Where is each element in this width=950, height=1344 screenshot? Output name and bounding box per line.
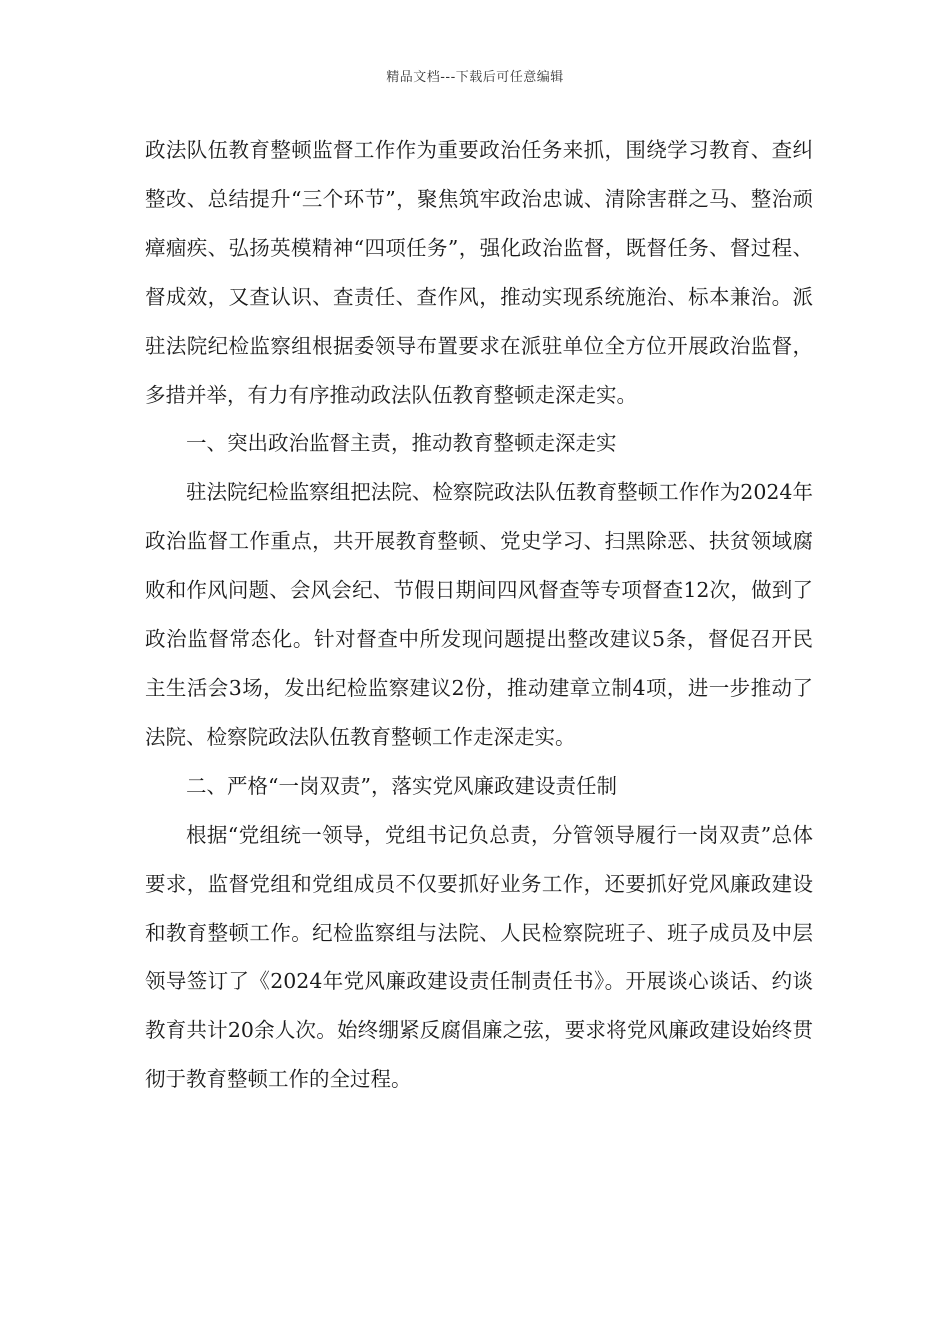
paragraph-intro: 政法队伍教育整顿监督工作作为重要政治任务来抓，围绕学习教育、查纠整改、总结提升“三个环节”，聚焦筑牢政治忠诚、清除害群之马、整治顽瘴痼疾、弘扬英模精神“四项任务”，强化政治监督，既督任务、督过程、督成效，又查认识、查责任、查作风，推动实现系统施治、标本兼治。派驻法院纪检监察组根据委领导布置要求在派驻单位全方位开展政治监督，多措并举，有力有序推动政法队伍教育整顿走深走实。 bbox=[145, 138, 813, 407]
paragraph-section-1: 驻法院纪检监察组把法院、检察院政法队伍教育整顿工作作为2024年政治监督工作重点，共开展教育整顿、党史学习、扫黑除恶、扶贫领域腐败和作风问题、会风会纪、节假日期间四风督查等专项督查12次，做到了政治监督常态化。针对督查中所发现问题提出整改建议5条，督促召开民主生活会3场，发出纪检监察建议2份，推动建章立制4项，进一步推动了法院、检察院政法队伍教育整顿工作走深走实。 bbox=[145, 480, 813, 749]
section-heading-2: 二、严格“一岗双责”，落实党风廉政建设责任制 bbox=[186, 773, 617, 798]
paragraph-section-2: 根据“党组统一领导，党组书记负总责，分管领导履行一岗双责”总体要求，监督党组和党组成员不仅要抓好业务工作，还要抓好党风廉政建设和教育整顿工作。纪检监察组与法院、人民检察院班子、班子成员及中层领导签订了《2024年党风廉政建设责任制责任书》。开展谈心谈话、约谈教育共计20余人次。始终绷紧反腐倡廉之弦，要求将党风廉政建设始终贯彻于教育整顿工作的全过程。 bbox=[145, 822, 813, 1092]
page-header: 精品文档---下载后可任意编辑 bbox=[386, 70, 564, 85]
document-body bbox=[145, 126, 813, 1104]
section-heading-1: 一、突出政治监督主责，推动教育整顿走深走实 bbox=[186, 431, 617, 456]
